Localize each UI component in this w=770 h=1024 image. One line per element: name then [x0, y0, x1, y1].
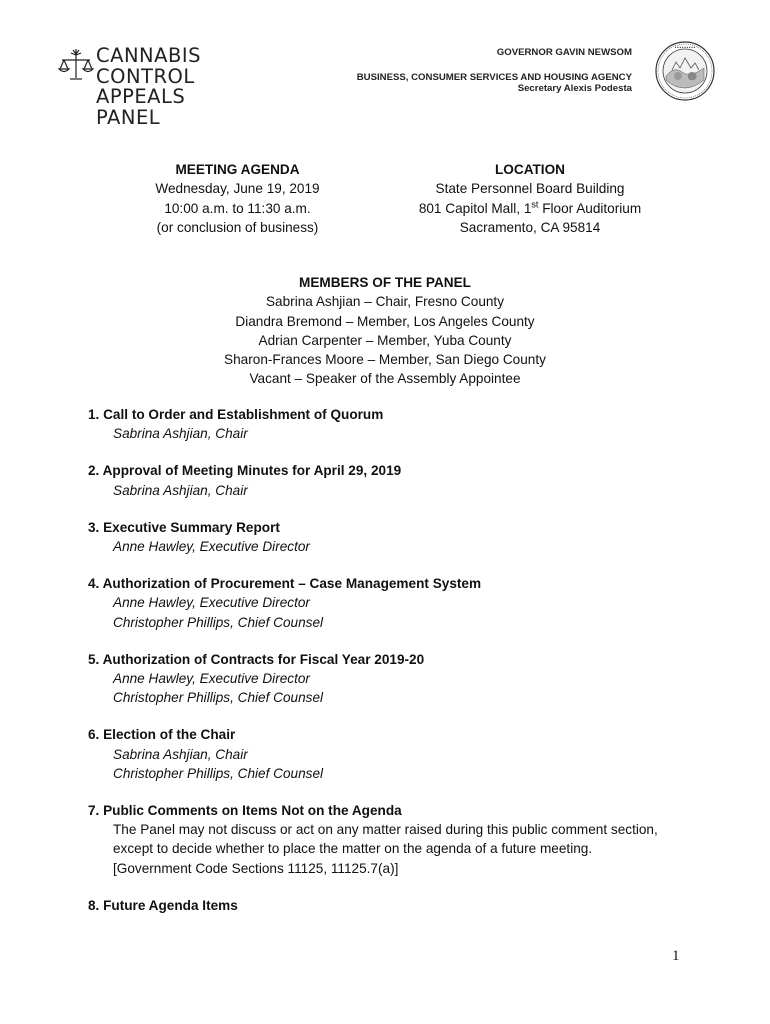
logo-line: PANEL	[96, 105, 161, 129]
address-pre: 801 Capitol Mall, 1	[418, 200, 532, 216]
agenda-item-title: 2. Approval of Meeting Minutes for April 29, 2019	[88, 463, 402, 479]
page-number: 1	[672, 948, 680, 964]
agenda-item-presenter: Sabrina Ashjian, Chair	[113, 482, 248, 498]
agenda-item	[88, 725, 728, 783]
location-city: Sacramento, CA 95814	[459, 219, 601, 235]
agenda-item-description: [Government Code Sections 11125, 11125.7(a)]	[113, 860, 399, 876]
agenda-item-title: 4. Authorization of Procurement – Case Management System	[88, 576, 482, 592]
meeting-note: (or conclusion of business)	[156, 219, 319, 235]
agenda-item	[88, 574, 728, 632]
agenda-item-presenter: Christopher Phillips, Chief Counsel	[113, 690, 324, 706]
logo-line: CONTROL	[96, 64, 195, 88]
member-line: Adrian Carpenter – Member, Yuba County	[258, 332, 512, 348]
agency-name: BUSINESS, CONSUMER SERVICES AND HOUSING AGENCY	[356, 72, 632, 83]
agenda-item-presenter: Anne Hawley, Executive Director	[113, 671, 310, 687]
members-heading: MEMBERS OF THE PANEL	[299, 275, 471, 290]
member-line: Diandra Bremond – Member, Los Angeles County	[235, 313, 535, 329]
address-post: Floor Auditorium	[538, 200, 642, 216]
agency-header	[357, 47, 632, 94]
agenda-item-title: 6. Election of the Chair	[88, 727, 236, 743]
secretary-name: Secretary Alexis Podesta	[517, 83, 632, 94]
member-line: Sabrina Ashjian – Chair, Fresno County	[265, 294, 505, 310]
agenda-item-title: 8. Future Agenda Items	[88, 897, 238, 913]
agenda-item	[88, 801, 728, 878]
logo-line: CANNABIS	[96, 44, 201, 67]
agenda-items	[88, 405, 728, 933]
agenda-item-presenter: Anne Hawley, Executive Director	[113, 595, 310, 611]
agenda-item-presenter: Sabrina Ashjian, Chair	[113, 426, 248, 442]
agenda-item-presenter: Sabrina Ashjian, Chair	[113, 746, 248, 762]
agenda-item	[88, 650, 728, 708]
member-line: Vacant – Speaker of the Assembly Appointee	[249, 371, 521, 387]
svg-text:•••••••••: •••••••••	[674, 45, 696, 50]
agenda-item-title: 5. Authorization of Contracts for Fiscal Year 2019-20	[88, 651, 425, 667]
agenda-item	[88, 896, 728, 915]
location-block	[395, 160, 665, 237]
location-building: State Personnel Board Building	[435, 181, 625, 197]
state-seal-icon	[654, 40, 716, 102]
agenda-item-description: The Panel may not discuss or act on any matter raised during this public comment section,	[113, 822, 658, 838]
agenda-item	[88, 461, 728, 499]
agenda-item-title: 7. Public Comments on Items Not on the Agenda	[88, 803, 402, 819]
governor-name: GOVERNOR GAVIN NEWSOM	[496, 47, 632, 58]
agenda-item-presenter: Christopher Phillips, Chief Counsel	[113, 614, 324, 630]
agenda-item-presenter: Anne Hawley, Executive Director	[113, 539, 310, 555]
location-heading: LOCATION	[495, 162, 565, 177]
scales-leaf-icon	[58, 48, 94, 82]
agenda-item-title: 3. Executive Summary Report	[88, 519, 280, 535]
agenda-item-description: except to decide whether to place the matter on the agenda of a future meeting.	[113, 841, 593, 857]
agenda-item-presenter: Christopher Phillips, Chief Counsel	[113, 765, 324, 781]
agenda-item	[88, 518, 728, 556]
agenda-item	[88, 405, 728, 443]
members-block	[0, 273, 770, 389]
address-sup: st	[531, 199, 539, 210]
location-address	[395, 199, 665, 218]
meeting-agenda-heading: MEETING AGENDA	[175, 162, 300, 177]
meeting-date: Wednesday, June 19, 2019	[155, 181, 320, 197]
agenda-item-title: 1. Call to Order and Establishment of Quorum	[88, 407, 384, 422]
member-line: Sharon-Frances Moore – Member, San Diego County	[224, 352, 546, 368]
logo-line: APPEALS	[96, 85, 186, 108]
meeting-agenda-block	[125, 160, 350, 237]
meeting-time: 10:00 a.m. to 11:30 a.m.	[164, 200, 311, 216]
